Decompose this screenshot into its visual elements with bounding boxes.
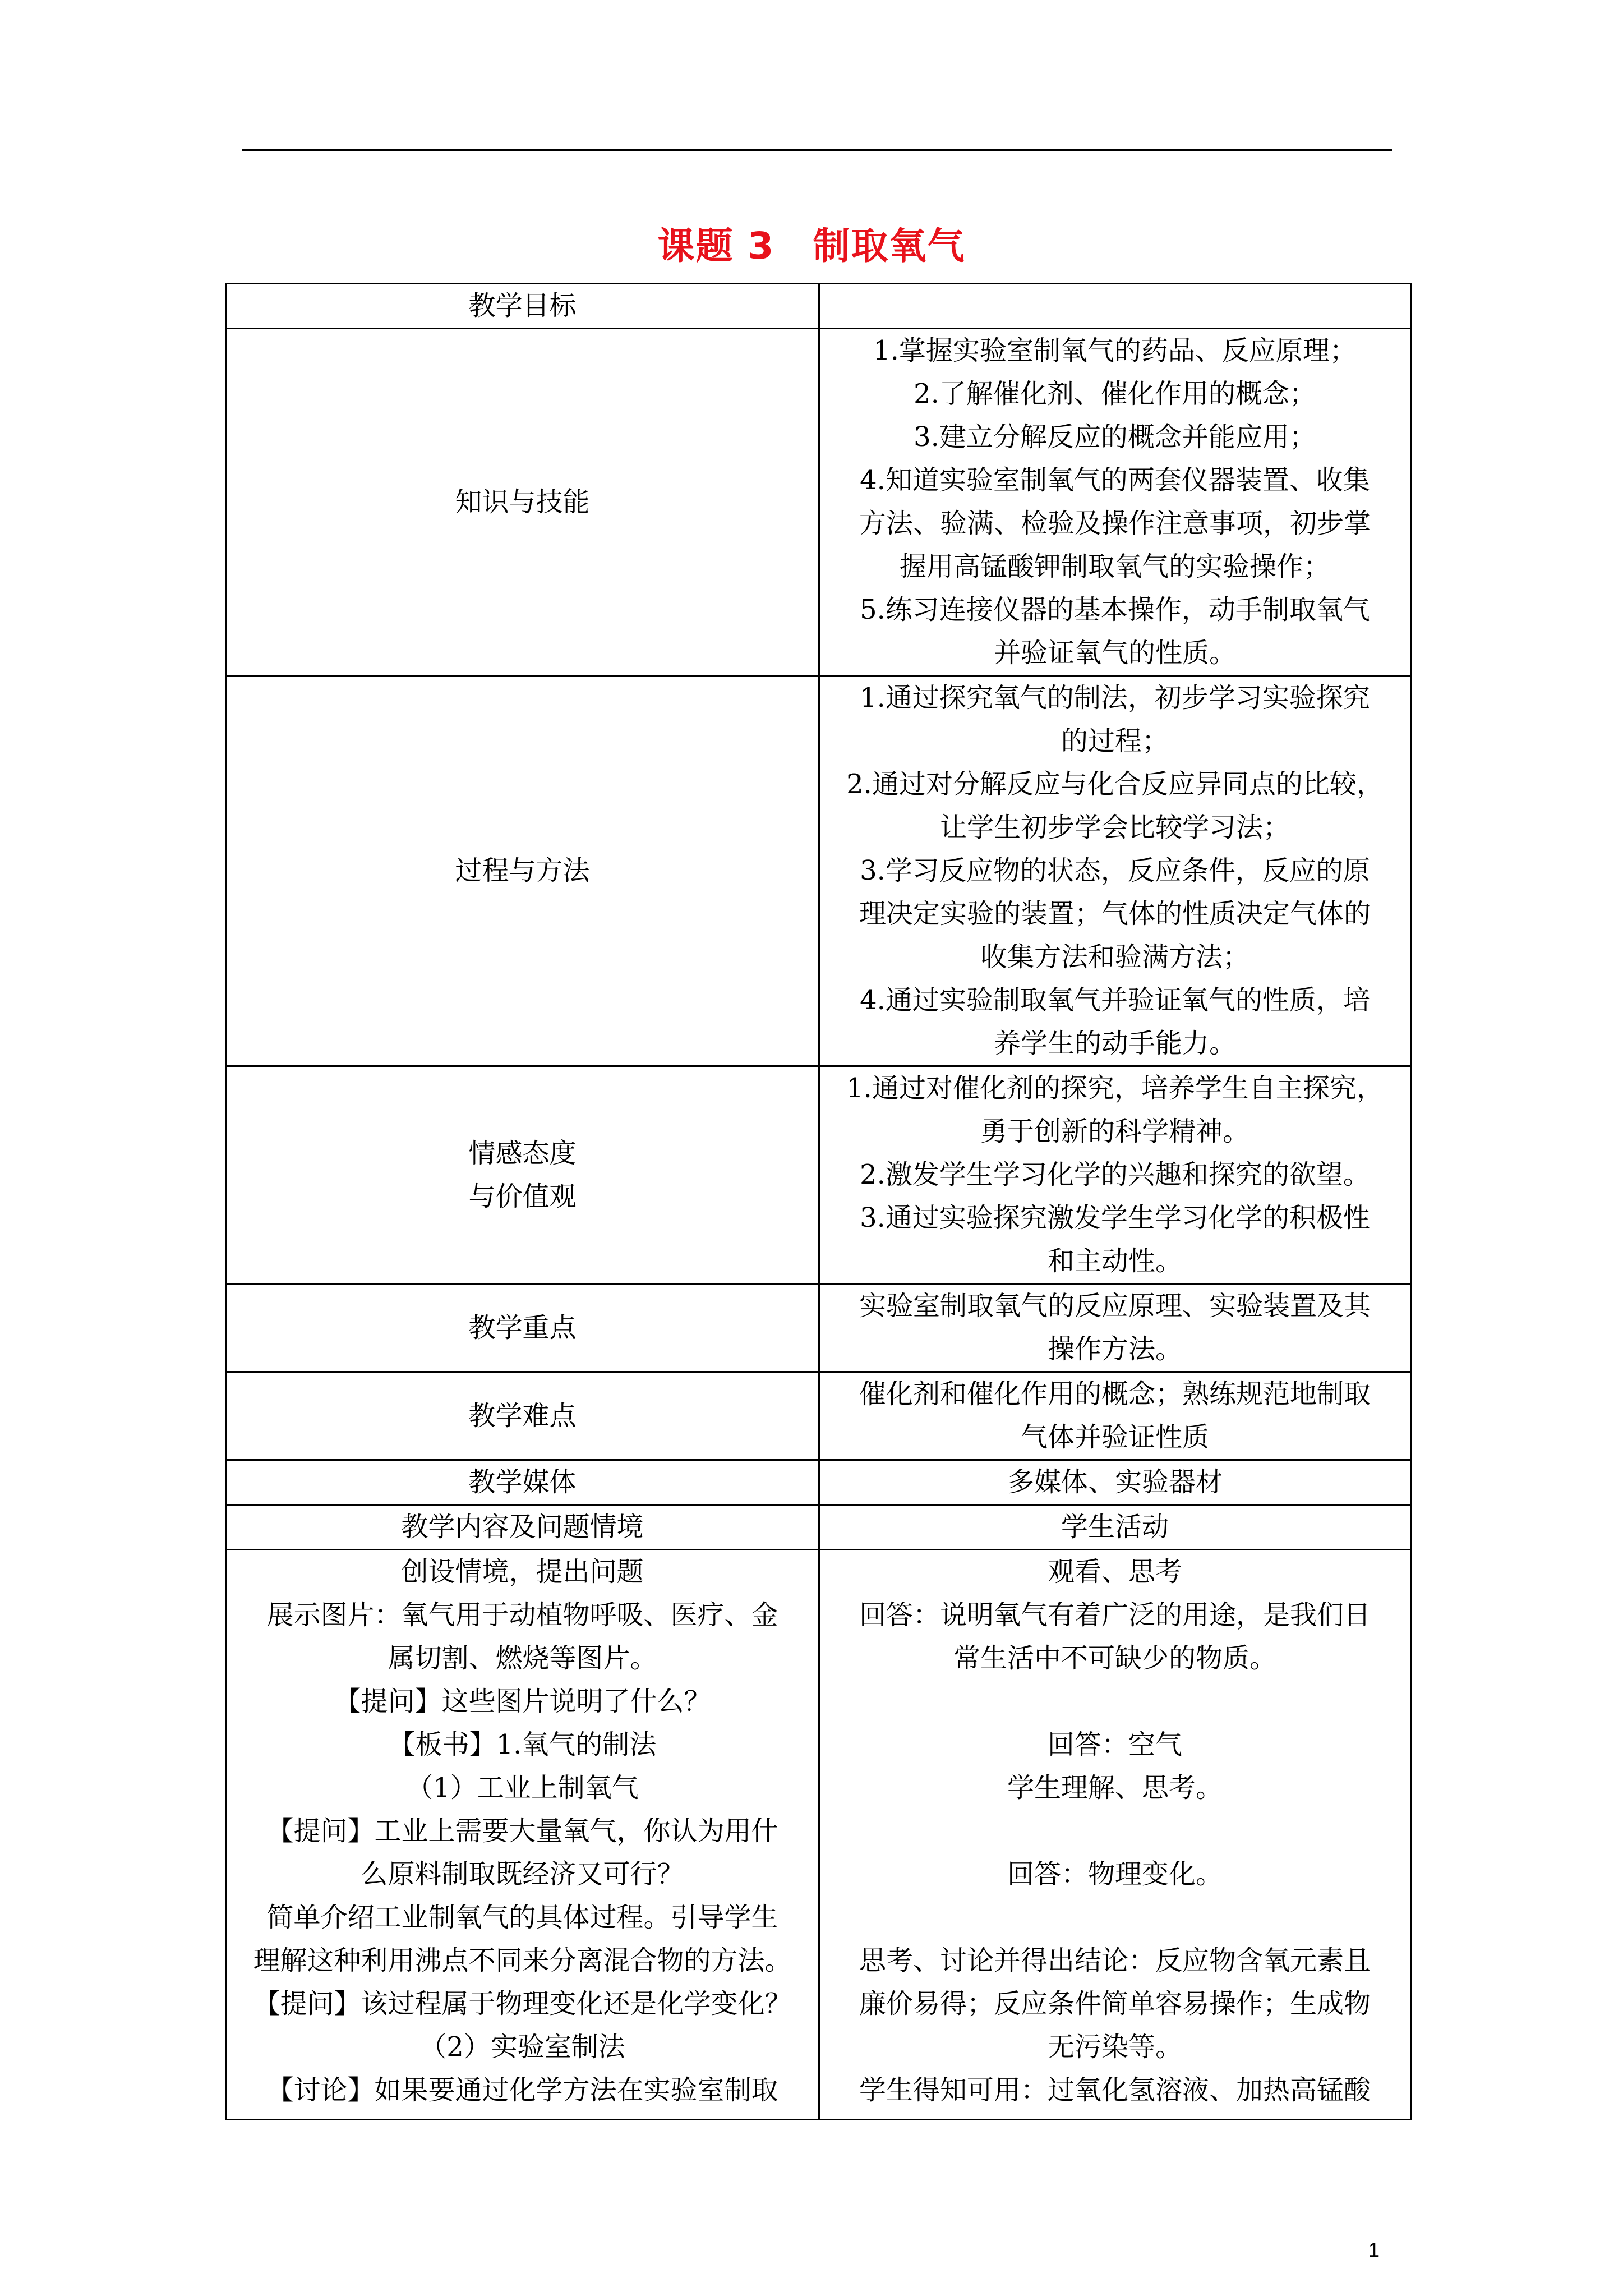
row-value <box>819 1066 1411 1284</box>
row-value <box>819 1372 1411 1460</box>
text-line: （2）实验室制法 <box>419 2031 625 2063</box>
row-value <box>819 676 1411 1066</box>
text-line: 养学生的动手能力。 <box>993 1028 1236 1059</box>
text-line: 回答：物理变化。 <box>1007 1858 1223 1890</box>
text-line: 多媒体、实验器材 <box>1007 1466 1223 1498</box>
text-line: 情感态度 <box>468 1137 577 1169</box>
text-line: 1.通过探究氧气的制法，初步学习实验探究 <box>860 682 1370 714</box>
text-line: 简单介绍工业制氧气的具体过程。引导学生 <box>266 1902 778 1933</box>
row-label <box>226 1372 819 1460</box>
text-line: 【提问】工业上需要大量氧气，你认为用什 <box>266 1815 778 1847</box>
text-line: 2.通过对分解反应与化合反应异同点的比较， <box>846 769 1384 800</box>
blank-line <box>829 1810 1401 1853</box>
blank-line <box>829 1680 1401 1723</box>
text-line: 勇于创新的科学精神。 <box>980 1116 1249 1147</box>
table-row <box>226 1372 1411 1460</box>
text-line: 与价值观 <box>468 1180 577 1212</box>
row-value <box>819 329 1411 676</box>
row-label <box>226 676 819 1066</box>
row-value <box>819 1460 1411 1505</box>
text-line: 教学媒体 <box>468 1466 577 1498</box>
table-row <box>226 329 1411 676</box>
table-row <box>226 1460 1411 1505</box>
text-line: 过程与方法 <box>455 855 590 886</box>
text-line: 收集方法和验满方法； <box>980 941 1249 973</box>
text-line: 廉价易得；反应条件简单容易操作；生成物 <box>859 1988 1371 2019</box>
row-value <box>819 1505 1411 1550</box>
text-line: 气体并验证性质 <box>1020 1421 1209 1453</box>
text-line: 3.建立分解反应的概念并能应用； <box>914 421 1316 453</box>
header-rule <box>242 149 1392 151</box>
text-line: 教学难点 <box>468 1400 577 1432</box>
page-title: 课题 3 制取氧气 <box>657 224 966 268</box>
text-line: 4.知道实验室制氧气的两套仪器装置、收集 <box>860 464 1370 496</box>
table-row <box>226 1284 1411 1372</box>
row-label <box>226 1284 819 1372</box>
text-line: 实验室制取氧气的反应原理、实验装置及其 <box>859 1290 1371 1322</box>
teaching-plan-table <box>225 283 1412 2120</box>
text-line: 理决定实验的装置；气体的性质决定气体的 <box>859 898 1371 930</box>
text-line: 无污染等。 <box>1047 2031 1182 2063</box>
objectives-value <box>819 284 1411 329</box>
text-line: 3.学习反应物的状态，反应条件，反应的原 <box>860 855 1370 886</box>
table-row <box>226 676 1411 1066</box>
text-line: 知识与技能 <box>455 486 590 518</box>
text-line: 学生得知可用：过氧化氢溶液、加热高锰酸 <box>859 2074 1371 2106</box>
row-label <box>226 1460 819 1505</box>
text-line: 4.通过实验制取氧气并验证氧气的性质，培 <box>860 984 1370 1016</box>
text-line: 【板书】1.氧气的制法 <box>388 1729 657 1760</box>
text-line: 思考、讨论并得出结论：反应物含氧元素且 <box>859 1945 1371 1976</box>
table-row <box>226 1505 1411 1550</box>
text-line: 教学内容及问题情境 <box>401 1511 644 1543</box>
text-line: 并验证氧气的性质。 <box>993 637 1236 669</box>
text-line: （1）工业上制氧气 <box>406 1772 639 1803</box>
table-row <box>226 1066 1411 1284</box>
text-line: 【提问】这些图片说明了什么？ <box>334 1686 711 1717</box>
row-label <box>226 1066 819 1284</box>
text-line: 观看、思考 <box>1047 1556 1182 1588</box>
text-line: 5.练习连接仪器的基本操作，动手制取氧气 <box>860 594 1370 625</box>
text-line: 2.了解催化剂、催化作用的概念； <box>914 378 1316 409</box>
text-line: 和主动性。 <box>1047 1245 1182 1277</box>
text-line: 3.通过实验探究激发学生学习化学的积极性 <box>860 1202 1370 1234</box>
row-label <box>226 329 819 676</box>
text-line: 2.激发学生学习化学的兴趣和探究的欲望。 <box>860 1159 1370 1190</box>
blank-line <box>829 1896 1401 1939</box>
text-line: 握用高锰酸钾制取氧气的实验操作； <box>899 551 1330 582</box>
student-activity-cell <box>819 1550 1411 2120</box>
objectives-label: 教学目标 <box>226 284 819 329</box>
row-label <box>226 1505 819 1550</box>
text-line: 回答：说明氧气有着广泛的用途，是我们日 <box>859 1599 1371 1631</box>
text-line: 学生活动 <box>1061 1511 1169 1543</box>
page-number: 1 <box>1368 2238 1380 2261</box>
text-line: 【讨论】如果要通过化学方法在实验室制取 <box>266 2074 778 2106</box>
text-line: 的过程； <box>1061 725 1169 757</box>
text-line: 学生理解、思考。 <box>1007 1772 1223 1803</box>
text-line: 常生活中不可缺少的物质。 <box>953 1642 1276 1674</box>
teaching-content-cell <box>226 1550 819 2120</box>
table-row <box>226 284 1411 329</box>
text-line: 展示图片：氧气用于动植物呼吸、医疗、金 <box>266 1599 778 1631</box>
text-line: 1.掌握实验室制氧气的药品、反应原理； <box>873 335 1357 366</box>
text-line: 教学重点 <box>468 1312 577 1343</box>
text-line: 创设情境，提出问题 <box>401 1556 644 1588</box>
text-line: 理解这种利用沸点不同来分离混合物的方法。 <box>253 1945 792 1976</box>
text-line: 1.通过对催化剂的探究，培养学生自主探究， <box>846 1073 1384 1104</box>
text-line: 操作方法。 <box>1047 1333 1182 1365</box>
text-line: 属切割、燃烧等图片。 <box>388 1642 657 1674</box>
text-line: 【提问】该过程属于物理变化还是化学变化？ <box>253 1988 792 2019</box>
table-row <box>226 1550 1411 2120</box>
text-line: 让学生初步学会比较学习法； <box>939 812 1290 843</box>
text-line: 回答：空气 <box>1047 1729 1182 1760</box>
text-line: 催化剂和催化作用的概念；熟练规范地制取 <box>859 1378 1371 1410</box>
text-line: 么原料制取既经济又可行？ <box>361 1858 684 1890</box>
text-line: 方法、验满、检验及操作注意事项，初步掌 <box>859 508 1371 539</box>
row-value <box>819 1284 1411 1372</box>
